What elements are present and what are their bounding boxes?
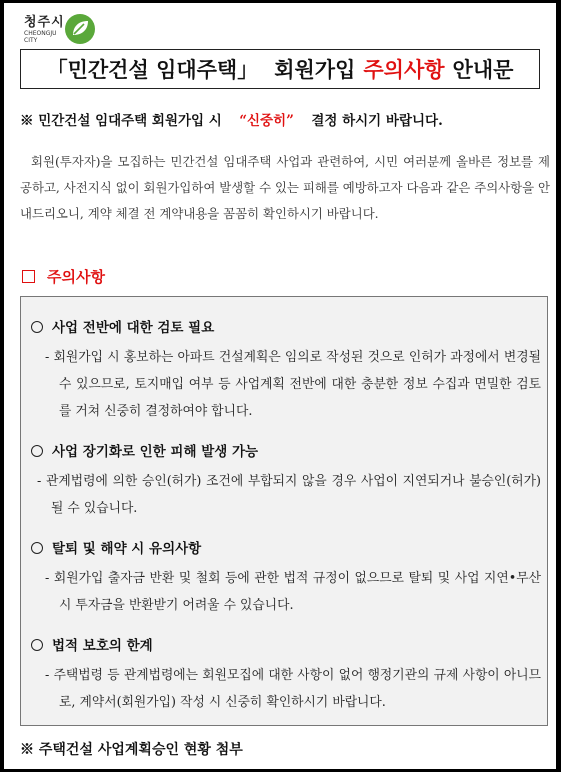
circle-bullet-icon <box>31 445 43 457</box>
title-part-4: 안내문 <box>452 58 514 82</box>
page-title <box>20 49 540 89</box>
checkbox-square-icon <box>22 270 35 283</box>
logo-english-line1: CHEONGJU <box>24 30 57 37</box>
logo-english-text <box>24 30 57 44</box>
caution-item-title: 사업 장기화로 인한 피해 발생 가능 <box>52 444 259 460</box>
caution-item-body: - 회원가입 출자금 반환 및 철회 등에 관한 법적 규정이 없으므로 탈퇴 및 사업 지연•무산 시 투자금을 반환받기 어려울 수 있습니다. <box>45 571 541 613</box>
title-part-2: 회원가입 <box>274 58 356 82</box>
logo-english-line2: CITY <box>24 37 38 44</box>
caution-item <box>29 636 541 716</box>
logo-leaf-icon <box>64 13 96 45</box>
caution-item-title: 사업 전반에 대한 검토 필요 <box>52 320 215 336</box>
notice-line <box>20 109 443 129</box>
section-heading-label: 주의사항 <box>47 268 105 286</box>
notice-prefix: ※ 민간건설 임대주택 회원가입 시 <box>20 113 222 129</box>
caution-item <box>29 318 541 425</box>
caution-item-title: 탈퇴 및 해약 시 유의사항 <box>52 541 202 557</box>
section-heading <box>22 266 105 287</box>
circle-bullet-icon <box>31 542 43 554</box>
intro-paragraph: 회원(투자자)을 모집하는 민간건설 임대주택 사업과 관련하여, 시민 여러분께 올바른 정보를 제공하고, 사전지식 없이 회원가입하여 발생할 수 있는 피해를 예방하고자 다음과 같은 주의사항을 안내드리오니, 계약 체결 전 계약내용을 꼼꼼히 확인하시기 바랍니다. <box>20 154 550 221</box>
caution-item-body: - 관계법령에 의한 승인(허가) 조건에 부합되지 않을 경우 사업이 지연되거나 불승인(허가) 될 수 있습니다. <box>37 474 541 516</box>
caution-item-body: - 회원가입 시 홍보하는 아파트 건설계획은 임의로 작성된 것으로 인허가 과정에서 변경될 수 있으므로, 토지매입 여부 등 사업계획 전반에 대한 충분한 정보 수집과 면밀한 검토를 거쳐 신중히 결정하여야 합니다. <box>45 350 541 419</box>
attachment-note: ※ 주택건설 사업계획승인 현황 첨부 <box>20 742 243 758</box>
document-page <box>4 3 556 769</box>
caution-item <box>29 539 541 619</box>
city-logo <box>24 11 104 47</box>
caution-item-title: 법적 보호의 한계 <box>52 638 153 654</box>
notice-suffix: 결정 하시기 바랍니다. <box>311 113 443 129</box>
title-part-1: 「민간건설 임대주택」 <box>46 58 259 82</box>
circle-bullet-icon <box>31 321 43 333</box>
title-part-3: 주의사항 <box>363 58 445 82</box>
caution-box <box>20 296 548 726</box>
caution-item-body: - 주택법령 등 관계법령에는 회원모집에 대한 사항이 없어 행정기관의 규제 사항이 아니므로, 계약서(회원가입) 작성 시 신중히 확인하시기 바랍니다. <box>45 668 541 710</box>
notice-emphasis: “신중히” <box>239 113 294 129</box>
caution-item <box>29 442 541 522</box>
circle-bullet-icon <box>31 639 43 651</box>
logo-korean-text: 청주시 <box>24 15 65 30</box>
